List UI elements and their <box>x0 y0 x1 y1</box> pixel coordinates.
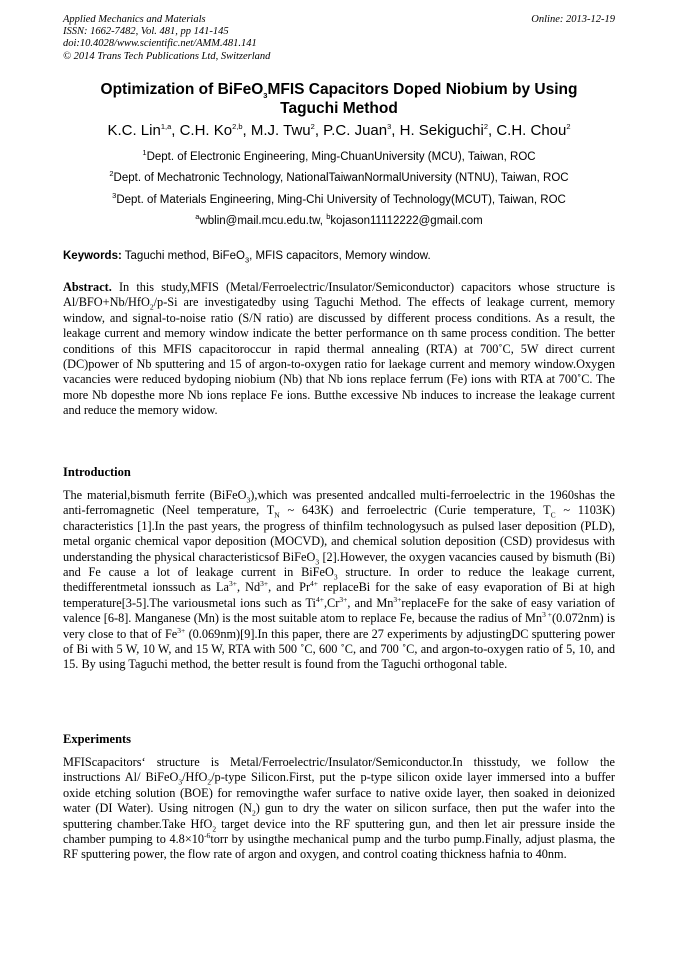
journal-name: Applied Mechanics and Materials <box>63 14 206 25</box>
section-heading-introduction: Introduction <box>63 465 131 479</box>
author: H. Sekiguchi$^2$ <box>399 122 488 139</box>
author: K.C. Lin$^{1,a}$ <box>107 122 172 139</box>
title-line-2: Taguchi Method <box>280 100 398 117</box>
journal-header <box>63 14 615 63</box>
doi-line: doi:10.4028/www.scientific.net/AMM.481.141 <box>63 38 257 50</box>
title-subscript: 3 <box>263 91 268 101</box>
paper-title <box>63 80 615 118</box>
keywords-label: Keywords: <box>63 250 122 262</box>
author: M.J. Twu$^2$ <box>250 122 315 139</box>
online-date: Online: 2013-12-19 <box>531 14 615 25</box>
title-text: Optimization of BiFeO <box>100 81 264 98</box>
author-emails: $^a$wblin@mail.mcu.edu.tw, $^b$kojason11112222@gmail.com <box>195 212 483 227</box>
experiments-paragraph: MFIScapacitors‘ structure is Metal/Ferroelectric/Insulator/Semiconductor.In thisstudy, we follow the instructions Al/ BiFeO$_3$/HfO$_2$/p-type Silicon.First, put the p-type silicon oxide layer immersed into a buffer oxide etching solution (BOE) for removingthe wafer surface to native oxide layer, then soaked in deionized water (DI Water). Using nitrogen $(N_2)$ gun to dry the water on silicon surface, then put the wafer into the sputtering chamber.Take HfO$_2$ target device into the RF sputtering gun, and then let air pressure inside the chamber pumping to $4.8\times 10^{-6}torr$ by usingthe mechanical pump and the turbo pump.Finally, adjust plasma, the RF sputtering power, the flow rate of argon and oxygen, and control coating thickness hafnia to 40nm. <box>63 755 615 862</box>
affiliation: $^2$Dept. of Mechatronic Technology, NationalTaiwanNormalUniversity (NTNU), Taiwan, ROC <box>109 169 569 184</box>
title-text: MFIS Capacitors Doped Niobium by Using <box>267 81 578 98</box>
keywords: Keywords: Taguchi method, BiFeO$_3$, MFIS capacitors, Memory window. <box>63 250 431 265</box>
author-list: K.C. Lin$^{1,a}$, C.H. Ko$^{2,b}$, M.J. Twu$^2$, P.C. Juan$^3$, H. Sekiguchi$^2$, C.H. Chou$^2$ <box>107 122 571 139</box>
issn-line: ISSN: 1662-7482, Vol. 481, pp 141-145 <box>63 26 229 38</box>
introduction-paragraph: The material,bismuth ferrite (BiFeO$_3$),which was presented andcalled multi-ferroelectric in the 1960shas the anti-ferromagnetic (Neel temperature, $T_N$ ~ 643K) and ferroelectric (Curie temperature, $T_C$ ~ 1103K) characteristics [1].In the past years, the progress of thinfilm technologysuch as pulsed laser deposition (PLD), metal organic chemical vapor deposition (MOCVD), and chemical solution deposition (CSD) providesus with understanding the physical characteristicsof BiFeO$_3$ [2].However, the oxygen vacancies caused by bismuth (Bi) and Fe cause a lot of leakage current in BiFeO$_3$ structure. In order to reduce the leakage current, thedifferentmetal ionssuch as $La^{3+}$, $Nd^{3+}$, and $Pr^{4+}$ replaceBi for the sake of easy evaporation of Bi at high temperature[3-5].The variousmetal ions such as $Ti^{4+},Cr^{3+}$, and $Mn^{3+}replaceFe$ for the sake of easy variation of valence [6-8]. Manganese (Mn) is the most suitable atom to replace Fe, because the radius of $Mn^{3 +}(0.072nm)$ is very close to that of $Fe^{3+}$ (0.069nm)[9].In this paper, there are 27 experiments by adjustingDC sputtering power of Bi with 5 W, 10 W, and 15 W, RTA with 500 ˚C, 600 ˚C, and 700 ˚C, and argon-to-oxygen ratio of 5, 10, and 15. By using Taguchi method, the better result is found from the Taguchi orthogonal table. <box>63 488 616 672</box>
affiliation: $^1$Dept. of Electronic Engineering, Ming-ChuanUniversity (MCU), Taiwan, ROC <box>142 148 536 163</box>
section-heading-experiments: Experiments <box>63 732 132 746</box>
abstract-paragraph: Abstract. In this study,MFIS (Metal/Ferroelectric/Insulator/Semiconductor) capacitors whose structure is Al/BFO+Nb/HfO$_2$/p-Si are investigatedby using Taguchi Method. The effects of leakage current, memory window, and signal-to-noise ratio (S/N ratio) are discussed by different process conditions. As a result, the leakage current and memory window indicate the better performance on th same process condition. The better conditions of this MFIS capacitoroccur in rapid thermal annealing (RTA) at 700˚C, 5W direct current (DC)power of Nb sputtering and 15 of argon-to-oxygen ratio for laekage current and memory window.Oxygen vacancies were reduced bydoping niobium (Nb) that Nb ions replace ferrum (Fe) ions with RTA at 700˚C. The more Nb dopesthe more Nb ions replace Fe ions. Butthe excessive Nb induces to increase the leakage current and reduce the memory widow. <box>63 280 615 418</box>
author: P.C. Juan$^3$ <box>323 122 392 139</box>
copyright-line: © 2014 Trans Tech Publications Ltd, Switzerland <box>63 50 271 62</box>
author: C.H. Ko$^{2,b}$ <box>179 122 243 139</box>
affiliation: $^3$Dept. of Materials Engineering, Ming-Chi University of Technology(MCUT), Taiwan, ROC <box>112 191 566 206</box>
author: C.H. Chou$^2$ <box>496 122 571 139</box>
abstract-label: Abstract. <box>63 280 112 294</box>
